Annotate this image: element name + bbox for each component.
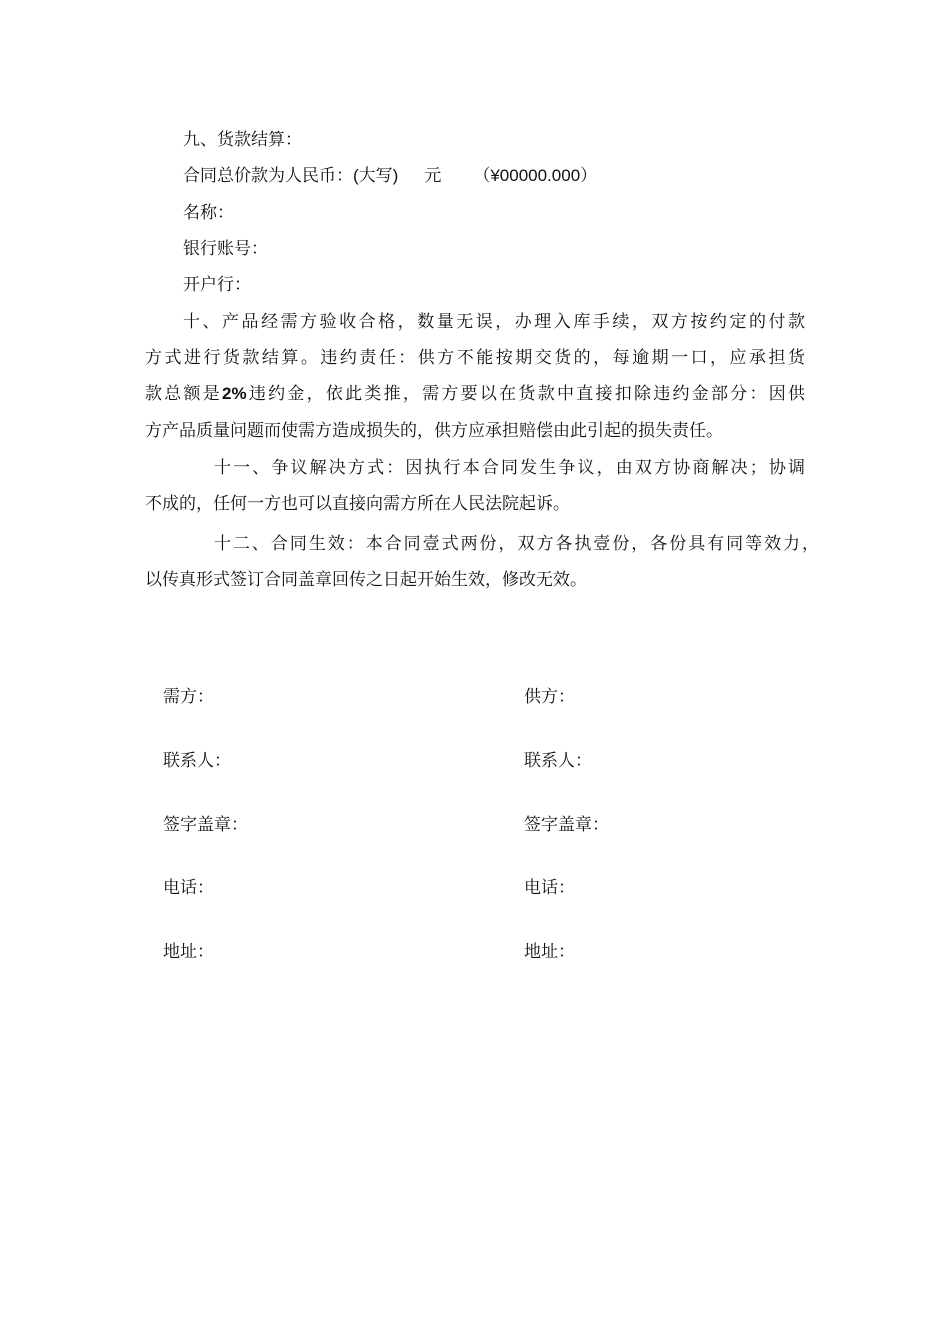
total-price-prefix: 合同总价款为人民币： [183,166,353,186]
section10-line-1: 十、产品经需方验收合格，数量无误，办理入库手续，双方按约定的付款 [183,312,805,332]
supplier-seal-label: 签字盖章： [524,815,609,835]
section11-line-1: 十一、争议解决方式：因执行本合同发生争议，由双方协商解决；协调 [214,458,805,478]
section10-line-3-pre: 款总额是 [145,384,223,404]
total-price-daxie: (大写) [353,166,399,185]
total-price-line [183,164,597,188]
section10-line-3 [145,382,805,406]
buyer-seal-label: 签字盖章： [163,815,248,835]
buyer-contact-label: 联系人： [163,751,231,771]
total-price-amount: （¥00000.000） [473,166,598,185]
total-price-yuan: 元 [424,166,442,186]
section10-line-2: 方式进行货款结算。违约责任：供方不能按期交货的，每逾期一口，应承担货 [145,348,805,368]
supplier-phone-label: 电话： [524,878,575,898]
buyer-party-label: 需方： [163,687,214,707]
section12-line-1: 十二、合同生效：本合同壹式两份，双方各执壹份，各份具有同等效力， [214,534,819,554]
supplier-contact-label: 联系人： [524,751,592,771]
buyer-address-label: 地址： [163,942,214,962]
opening-bank-label: 开户行： [183,275,251,295]
section9-heading: 九、货款结算： [183,130,302,150]
bank-account-label: 银行账号： [183,239,268,259]
section10-line-3-post: 违约金，依此类推，需方要以在货款中直接扣除违约金部分：因供 [246,384,806,404]
penalty-percent: 2% [222,384,247,403]
supplier-party-label: 供方： [524,687,575,707]
section11-line-2: 不成的，任何一方也可以直接向需方所在人民法院起诉。 [145,494,570,514]
section12-line-2: 以传真形式签订合同盖章回传之日起开始生效，修改无效。 [145,570,587,590]
buyer-phone-label: 电话： [163,878,214,898]
payee-name-label: 名称： [183,203,234,223]
supplier-address-label: 地址： [524,942,575,962]
section10-line-4: 方产品质量问题而使需方造成损失的，供方应承担赔偿由此引起的损失责任。 [145,421,723,441]
